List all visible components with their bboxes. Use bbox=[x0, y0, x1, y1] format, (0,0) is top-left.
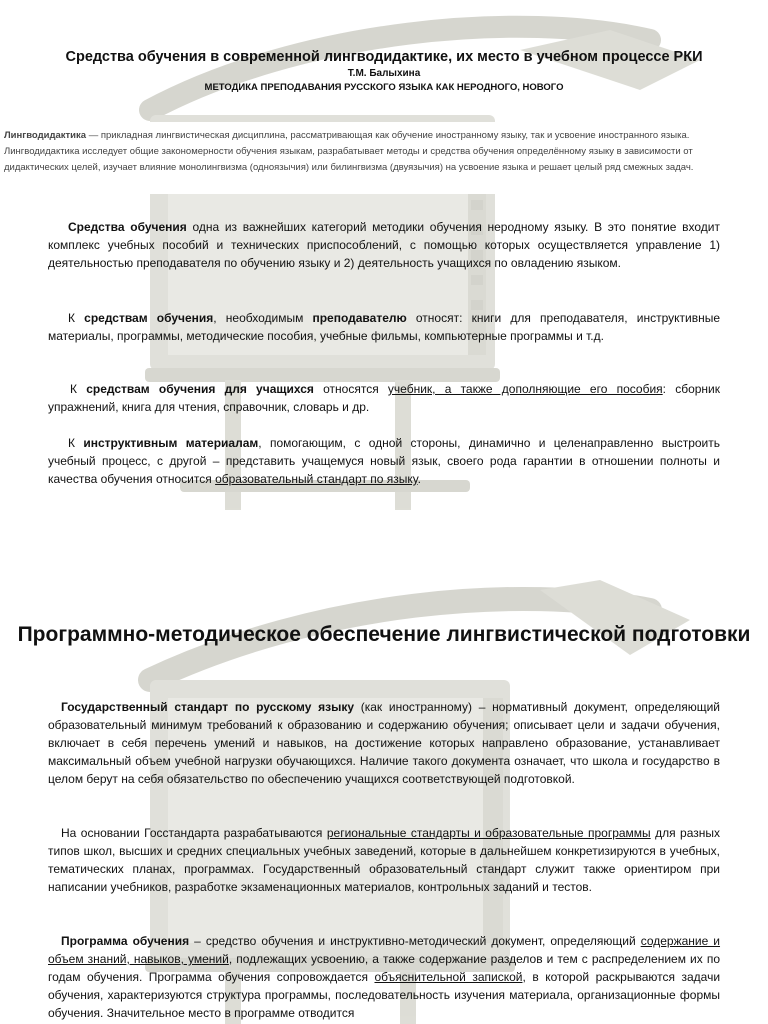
paragraph-text: , подлежащих усвоению, а также содержание разделов и тем с распределением их по годам обучения. Программа обучения сопровождается bbox=[48, 952, 720, 984]
definition-line-3: дидактических целей, изучает влияние монолингвизма (одноязычия) или билингвизма (двуязычия) на усвоение языка и решает целый ряд смежных задач. bbox=[4, 162, 694, 173]
paragraph-text: – средство обучения и инструктивно-методический документ, определяющий bbox=[189, 934, 641, 948]
underlined-term: содержание и объем знаний, навыков, умений bbox=[48, 934, 721, 966]
definition-line-2: Лингводидактика исследует общие закономерности обучения языкам, разрабатывает методы и средства обучения определённому языку в зависимости от bbox=[4, 146, 693, 157]
slide-2-title: Программно-методическое обеспечение лингвистической подготовки bbox=[17, 623, 751, 646]
paragraph-text: относятся bbox=[313, 382, 388, 396]
definition-text bbox=[4, 128, 764, 176]
paragraph-teaching-program bbox=[48, 932, 720, 1022]
bold-term: преподавателю bbox=[312, 311, 407, 325]
paragraph-text: , помогающим, с одной стороны, динамично и целенаправленно выстроить учебный процесс, с другой – представить учащемуся новый язык, своего рода гарантии в отношении полноты и качества обучения относится bbox=[48, 436, 720, 486]
paragraph-text: , необходимым bbox=[213, 311, 313, 325]
paragraph-text: одна из важнейших категорий методики обучения неродному языку. В это понятие входит комплекс учебных пособий и технических приспособлений, с помощью которых осуществляется управление 1) деятельностью преподавателя по обучению языку и 2) деятельность учащихся по овладению языком. bbox=[48, 220, 721, 270]
slide-2 bbox=[0, 580, 768, 1024]
bold-term: инструктивным материалам bbox=[83, 436, 259, 450]
underlined-term: объяснительной запиской bbox=[374, 970, 523, 984]
author-name: Т.М. Балыхина bbox=[347, 68, 421, 79]
paragraph-text: для разных типов школ, высших и средних специальных учебных заведений, которые в дальнейшем конкретизируются в учебных, тематических планах, программах. Государственный образовательный стандарт служит также ориентиром при написании учебников, разработке экзаменационных материалов, контрольных заданий и тестов. bbox=[48, 826, 721, 894]
slide-1-subtitle: МЕТОДИКА ПРЕПОДАВАНИЯ РУССКОГО ЯЗЫКА КАК НЕРОДНОГО, НОВОГО bbox=[204, 82, 564, 93]
paragraph-text: К bbox=[68, 311, 85, 325]
definition-term: Лингводидактика bbox=[4, 130, 87, 141]
paragraph-text: К bbox=[70, 382, 87, 396]
paragraph-student-means bbox=[48, 380, 720, 416]
bold-term: Средства обучения bbox=[68, 220, 187, 234]
underlined-term: региональные стандарты и образовательные программы bbox=[326, 826, 651, 840]
bold-term: Программа обучения bbox=[61, 934, 190, 948]
definition-line-1: — прикладная лингвистическая дисциплина, рассматривающая как обучение иностранному языку, так и усвоение иностранного языка. bbox=[86, 130, 690, 141]
paragraph-instructive-materials bbox=[48, 434, 720, 488]
paragraph-means-of-teaching bbox=[48, 218, 720, 272]
paragraph-text: относят: книги для преподавателя, инструктивные материалы, программы, методические пособия, учебные фильмы, компьютерные программы и т.д. bbox=[48, 311, 720, 343]
paragraph-text: . bbox=[417, 472, 421, 486]
paragraph-text: : сборник упражнений, книга для чтения, справочник, словарь и др. bbox=[48, 382, 721, 414]
paragraph-teacher-means bbox=[48, 309, 720, 345]
paragraph-state-standard bbox=[48, 698, 720, 788]
paragraph-text: К bbox=[68, 436, 84, 450]
bold-term: средствам обучения bbox=[84, 311, 214, 325]
paragraph-text: (как иностранному) – нормативный документ, определяющий образовательный минимум требований к образованию и содержанию обучения; описывает цели и задачи обучения, включает в себя перечень умений и навыков, на достижение которых направлено образование, устанавливает максимальный объем учебной нагрузки обучающихся. Наличие такого документа означает, что школа и государство в целом берут на себя обязательство по обеспечению учащихся соответствующей подготовкой. bbox=[48, 700, 720, 786]
bold-term: Государственный стандарт по русскому языку bbox=[61, 700, 355, 714]
bold-term: средствам обучения для учащихся bbox=[86, 382, 314, 396]
paragraph-regional-standards bbox=[48, 824, 720, 896]
underlined-term: учебник, а также дополняющие его пособия bbox=[387, 382, 663, 396]
underlined-term: образовательный стандарт по языку bbox=[215, 472, 418, 486]
paragraph-text: На основании Госстандарта разрабатываются bbox=[61, 826, 327, 840]
paragraph-text: , в которой раскрываются задачи обучения, характеризуются структура программы, последовательность изучения материала, организационные формы обучения. Значительное место в программе отводится bbox=[48, 970, 721, 1020]
slide-1-title: Средства обучения в современной лингводидактике, их место в учебном процессе РКИ bbox=[65, 49, 703, 65]
